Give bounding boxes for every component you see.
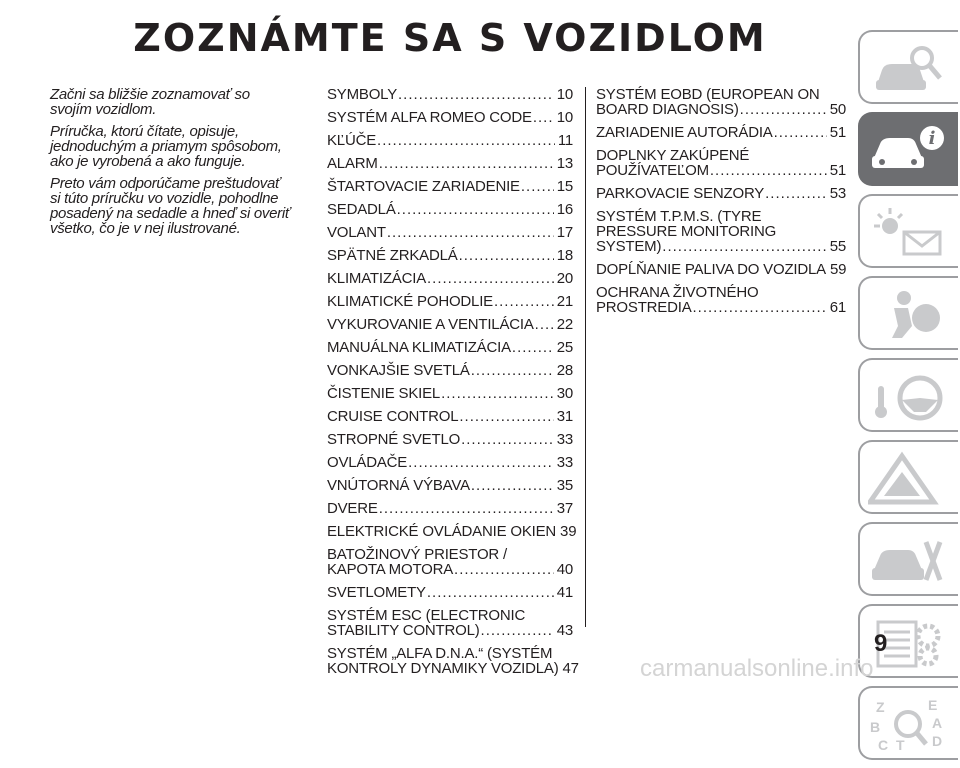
toc-leader-dots <box>454 562 554 577</box>
toc-entry[interactable] <box>327 179 573 194</box>
toc-page-number: 35 <box>556 477 573 494</box>
warning-lights-mail-icon <box>868 204 948 262</box>
index-letter: A <box>932 715 943 731</box>
toc-page-number: 30 <box>556 385 573 402</box>
tab-get-to-know-vehicle[interactable] <box>858 112 958 186</box>
tab-instrument-panel[interactable] <box>858 194 958 268</box>
toc-entry-label: PROSTREDIA <box>596 299 692 316</box>
toc-leader-dots <box>533 110 554 125</box>
toc-entry-label: ZARIADENIE AUTORÁDIA <box>596 124 773 141</box>
toc-entry-last-line <box>327 248 573 263</box>
toc-leader-dots <box>765 186 827 201</box>
toc-entry[interactable] <box>327 133 573 148</box>
toc-entry[interactable] <box>327 523 577 540</box>
tab-index[interactable] <box>858 686 958 760</box>
intro-paragraph: Preto vám odporúčame preštudovať si túto príručku vo vozidle, pohodlne posadený na sedadle a hneď si overiť všetko, čo je v nej ilustrované. <box>50 175 290 237</box>
car-search-icon <box>868 40 948 98</box>
toc-entry[interactable] <box>327 547 573 577</box>
toc-page-number: 10 <box>556 109 573 126</box>
page-number: 9 <box>874 630 888 657</box>
toc-entry[interactable] <box>327 271 573 286</box>
toc-entry-line: SYSTÉM ESC (ELECTRONIC <box>327 607 526 624</box>
toc-page-number: 59 <box>829 261 847 278</box>
toc-page-number: 39 <box>560 523 577 540</box>
toc-entry-last-line <box>327 585 573 600</box>
toc-entry-last-line <box>327 562 573 577</box>
toc-page-number: 55 <box>829 238 846 255</box>
toc-entry[interactable] <box>596 285 846 315</box>
toc-leader-dots <box>441 386 554 401</box>
toc-page-number: 21 <box>556 293 573 310</box>
toc-page-number: 51 <box>829 124 846 141</box>
toc-entry[interactable] <box>327 409 573 424</box>
svg-text:i: i <box>928 128 936 149</box>
toc-entry[interactable] <box>327 110 573 125</box>
toc-entry-line: SYSTÉM EOBD (EUROPEAN ON <box>596 86 820 103</box>
toc-entry[interactable] <box>596 262 846 277</box>
toc-entry-label: ELEKTRICKÉ OVLÁDANIE OKIEN <box>327 523 557 540</box>
toc-entry[interactable] <box>327 478 573 493</box>
toc-entry-last-line <box>596 186 846 201</box>
toc-leader-dots <box>471 478 554 493</box>
toc-page-number: 31 <box>556 408 573 425</box>
toc-entry[interactable] <box>327 294 573 309</box>
toc-entry[interactable] <box>327 645 579 677</box>
toc-page-number: 40 <box>556 561 573 578</box>
toc-entry-line: OCHRANA ŽIVOTNÉHO <box>596 284 759 301</box>
toc-entry[interactable] <box>327 156 573 171</box>
toc-entry-label: CRUISE CONTROL <box>327 408 459 425</box>
toc-page-number: 16 <box>556 201 573 218</box>
toc-leader-dots <box>427 271 554 286</box>
toc-leader-dots <box>662 239 826 254</box>
toc-entry-last-line <box>596 102 846 117</box>
toc-leader-dots <box>535 317 554 332</box>
toc-page-number: 11 <box>557 132 573 149</box>
toc-leader-dots <box>710 163 827 178</box>
toc-page-number: 10 <box>556 86 573 103</box>
toc-entry[interactable] <box>596 186 846 201</box>
toc-entry-label: KLIMATICKÉ POHODLIE <box>327 293 493 310</box>
toc-entry-label: ŠTARTOVACIE ZARIADENIE <box>327 178 520 195</box>
toc-leader-dots <box>387 225 554 240</box>
toc-entry[interactable] <box>596 87 846 117</box>
toc-page-number: 18 <box>556 247 573 264</box>
toc-entry[interactable] <box>327 340 573 355</box>
toc-entry[interactable] <box>596 125 846 140</box>
toc-entry-line: BATOŽINOVÝ PRIESTOR / <box>327 546 508 563</box>
toc-entry-last-line <box>327 87 573 102</box>
toc-page-number: 61 <box>829 299 846 316</box>
toc-entry-label: MANUÁLNA KLIMATIZÁCIA <box>327 339 511 356</box>
toc-page-number: 28 <box>556 362 573 379</box>
toc-page-number: 53 <box>829 185 846 202</box>
toc-leader-dots <box>481 623 554 638</box>
toc-entry-last-line <box>327 133 573 148</box>
toc-leader-dots <box>459 248 554 263</box>
toc-entry-last-line <box>327 409 573 424</box>
toc-entry-last-line <box>327 386 573 401</box>
toc-entry[interactable] <box>596 148 846 178</box>
toc-page-number: 50 <box>829 101 846 118</box>
page-title: ZOZNÁMTE SA S VOZIDLOM <box>133 16 767 60</box>
toc-entry-label: VOLANT <box>327 224 386 241</box>
toc-entry-last-line <box>327 623 573 638</box>
toc-entry-label: KONTROLY DYNAMIKY VOZIDLA) <box>327 660 559 677</box>
toc-page-number: 22 <box>556 316 573 333</box>
car-info-icon <box>868 122 948 180</box>
toc-entry-label: VNÚTORNÁ VÝBAVA <box>327 477 470 494</box>
toc-entry[interactable] <box>327 248 573 263</box>
toc-entry[interactable] <box>327 585 573 600</box>
toc-page-number: 25 <box>556 339 573 356</box>
car-wrench-icon <box>868 532 948 590</box>
toc-entry[interactable] <box>327 432 573 447</box>
toc-entry-line: PRESSURE MONITORING <box>596 223 777 240</box>
toc-entry-label: KĽÚČE <box>327 132 377 149</box>
toc-leader-dots <box>521 179 554 194</box>
index-letter: B <box>870 719 881 735</box>
toc-entry-label: KAPOTA MOTORA <box>327 561 454 578</box>
toc-entry-label: STABILITY CONTROL) <box>327 622 480 639</box>
toc-entry[interactable] <box>327 608 573 638</box>
toc-entry-label: SEDADLÁ <box>327 201 396 218</box>
toc-leader-dots <box>461 432 554 447</box>
toc-leader-dots <box>398 87 554 102</box>
toc-entry-last-line <box>596 262 846 277</box>
toc-entry-label: SYMBOLY <box>327 86 398 103</box>
toc-entry[interactable] <box>596 209 846 254</box>
toc-entry[interactable] <box>327 455 573 470</box>
toc-entry-last-line <box>327 294 573 309</box>
toc-page-number: 47 <box>562 660 579 677</box>
toc-page-number: 20 <box>556 270 573 287</box>
toc-page-number: 37 <box>556 500 573 517</box>
steering-wheel-icon <box>868 368 948 426</box>
toc-entry[interactable] <box>327 202 573 217</box>
toc-entry-label: OVLÁDAČE <box>327 454 408 471</box>
tab-emergency[interactable] <box>858 440 958 514</box>
toc-entry-label: DOPĹŇANIE PALIVA DO VOZIDLA <box>596 261 826 278</box>
toc-entry-label: POUŽÍVATEĽOM <box>596 162 709 179</box>
toc-entry-last-line <box>327 271 573 286</box>
toc-leader-dots <box>774 125 827 140</box>
toc-entry-last-line <box>327 501 573 516</box>
toc-page-number: 33 <box>556 454 573 471</box>
toc-entry-last-line <box>327 455 573 470</box>
toc-page-number: 33 <box>556 431 573 448</box>
toc-entry-last-line <box>596 239 846 254</box>
toc-entry-label: SYSTÉM ALFA ROMEO CODE <box>327 109 532 126</box>
watermark: carmanualsonline.info <box>640 655 874 682</box>
toc-entry-line: SYSTÉM „ALFA D.N.A.“ (SYSTÉM <box>327 645 553 662</box>
toc-leader-dots <box>397 202 554 217</box>
airbag-person-icon <box>868 286 948 344</box>
toc-entry-label: ALARM <box>327 155 378 172</box>
toc-entry-last-line <box>327 660 579 677</box>
toc-entry-last-line <box>327 363 573 378</box>
toc-entry-last-line <box>327 225 573 240</box>
toc-entry-last-line <box>327 478 573 493</box>
toc-entry[interactable] <box>327 501 573 516</box>
toc-entry[interactable] <box>327 363 573 378</box>
toc-entry-last-line <box>327 156 573 171</box>
index-letter: T <box>896 737 905 753</box>
toc-entry-last-line <box>596 125 846 140</box>
toc-leader-dots <box>379 156 554 171</box>
toc-page-number: 15 <box>556 178 573 195</box>
toc-leader-dots <box>379 501 554 516</box>
toc-entry-label: KLIMATIZÁCIA <box>327 270 427 287</box>
toc-entry-line: DOPLNKY ZAKÚPENÉ <box>596 147 750 164</box>
index-letter: E <box>928 697 938 713</box>
toc-page-number: 43 <box>556 622 573 639</box>
toc-entry-last-line <box>327 317 573 332</box>
toc-leader-dots <box>427 585 554 600</box>
toc-entry-last-line <box>327 432 573 447</box>
toc-entry-last-line <box>596 163 846 178</box>
toc-leader-dots <box>408 455 554 470</box>
toc-entry-last-line <box>327 179 573 194</box>
toc-leader-dots <box>471 363 554 378</box>
toc-entry-label: STROPNÉ SVETLO <box>327 431 461 448</box>
toc-leader-dots <box>512 340 554 355</box>
toc-column-left <box>327 86 586 677</box>
toc-entry-label: PARKOVACIE SENZORY <box>596 185 765 202</box>
tab-safety[interactable] <box>858 276 958 350</box>
intro-paragraph: Príručka, ktorú čítate, opisuje, jednoduchým a priamym spôsobom, ako je vyrobená a ako funguje. <box>50 123 282 170</box>
toc-entry[interactable] <box>327 87 573 102</box>
tab-maintenance[interactable] <box>858 522 958 596</box>
toc-entry-last-line <box>596 300 846 315</box>
tab-starting-driving[interactable] <box>858 358 958 432</box>
alphabetical-index-icon <box>868 696 948 754</box>
toc-leader-dots <box>494 294 554 309</box>
toc-entry-label: VONKAJŠIE SVETLÁ <box>327 362 470 379</box>
toc-entry[interactable] <box>327 225 573 240</box>
toc-entry-label: SPÄTNÉ ZRKADLÁ <box>327 247 458 264</box>
toc-leader-dots <box>740 102 827 117</box>
toc-entry-last-line <box>327 110 573 125</box>
toc-entry[interactable] <box>327 386 573 401</box>
toc-entry-label: SYSTEM) <box>596 238 662 255</box>
index-letter: Z <box>876 699 885 715</box>
warning-triangle-icon <box>868 450 948 508</box>
toc-entry-label: BOARD DIAGNOSIS) <box>596 101 739 118</box>
toc-leader-dots <box>377 133 555 148</box>
toc-entry-label: DVERE <box>327 500 378 517</box>
toc-entry-label: ČISTENIE SKIEL <box>327 385 441 402</box>
toc-page-number: 13 <box>556 155 573 172</box>
index-letter: D <box>932 733 943 749</box>
intro-text <box>50 87 290 243</box>
toc-leader-dots <box>459 409 553 424</box>
toc-entry[interactable] <box>327 317 573 332</box>
index-letter: C <box>878 737 889 753</box>
toc-entry-last-line <box>327 523 577 540</box>
toc-entry-label: SVETLOMETY <box>327 584 426 601</box>
intro-paragraph: Začni sa bližšie zoznamovať so svojím vozidlom. <box>50 86 250 118</box>
toc-entry-last-line <box>327 340 573 355</box>
toc-leader-dots <box>693 300 827 315</box>
tab-introduction[interactable] <box>858 30 958 104</box>
toc-entry-last-line <box>327 202 573 217</box>
toc-entry-label: VYKUROVANIE A VENTILÁCIA <box>327 316 534 333</box>
toc-column-right <box>596 87 846 323</box>
toc-page-number: 17 <box>556 224 573 241</box>
toc-page-number: 41 <box>556 584 573 601</box>
toc-page-number: 51 <box>829 162 846 179</box>
toc-entry-line: SYSTÉM T.P.M.S. (TYRE <box>596 208 762 225</box>
